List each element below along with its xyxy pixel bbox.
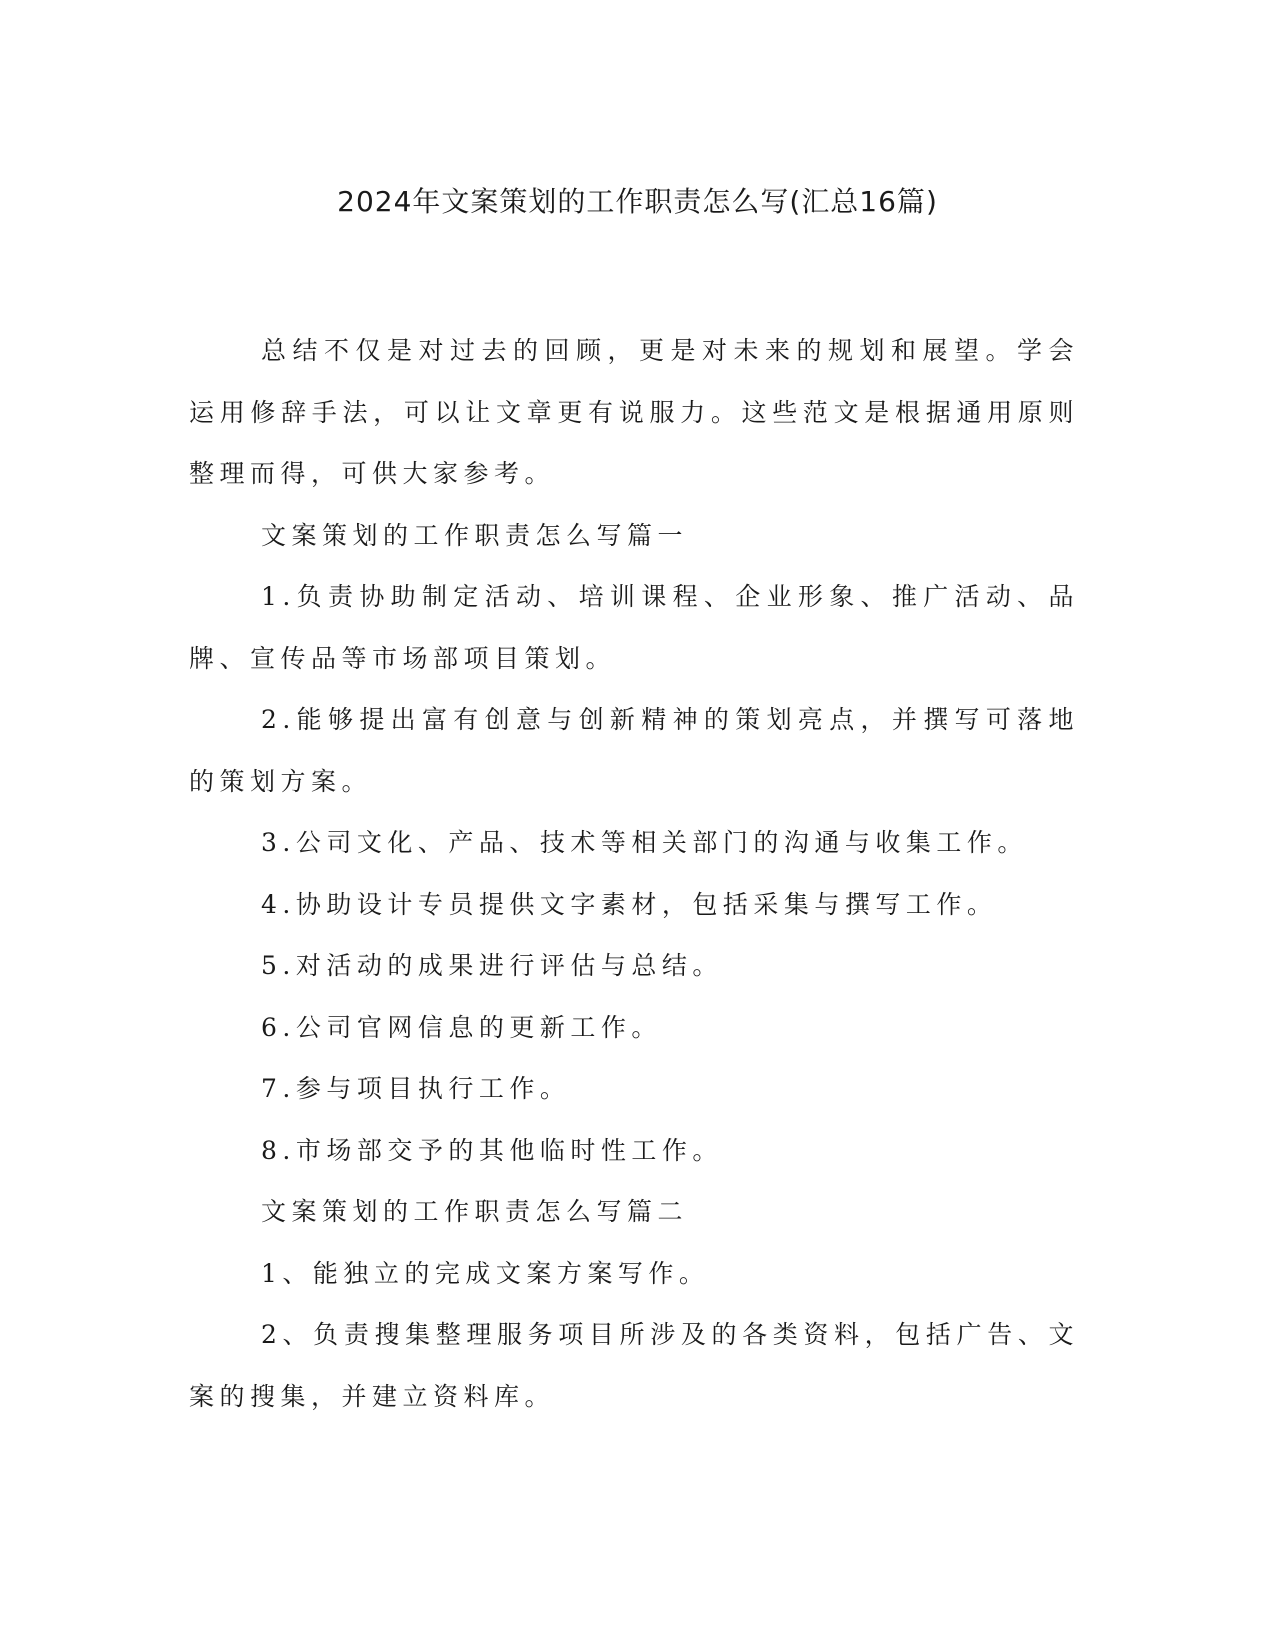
list-item: 5.对活动的成果进行评估与总结。	[261, 951, 723, 980]
list-item: 1、能独立的完成文案方案写作。	[261, 1258, 710, 1288]
list-item: 4.协助设计专员提供文字素材，包括采集与撰写工作。	[261, 889, 998, 919]
document-body	[189, 320, 1079, 1427]
intro-paragraph: 总结不仅是对过去的回顾，更是对未来的规划和展望。学会运用修辞手法，可以让文章更有说服力。这些范文是根据通用原则整理而得，可供大家参考。	[189, 336, 1079, 488]
section-heading-1: 文案策划的工作职责怎么写篇一	[261, 520, 689, 550]
section-heading-2: 文案策划的工作职责怎么写篇二	[261, 1197, 689, 1226]
document-title: 2024年文案策划的工作职责怎么写(汇总16篇)	[337, 185, 938, 218]
list-item: 1.负责协助制定活动、培训课程、企业形象、推广活动、品牌、宣传品等市场部项目策划。	[189, 582, 1079, 673]
list-item: 6.公司官网信息的更新工作。	[261, 1012, 662, 1042]
list-item: 3.公司文化、产品、技术等相关部门的沟通与收集工作。	[261, 828, 1028, 857]
list-item: 7.参与项目执行工作。	[261, 1074, 571, 1103]
list-item: 2、负责搜集整理服务项目所涉及的各类资料，包括广告、文案的搜集，并建立资料库。	[189, 1320, 1079, 1411]
list-item: 8.市场部交予的其他临时性工作。	[261, 1135, 723, 1165]
list-item: 2.能够提出富有创意与创新精神的策划亮点，并撰写可落地的策划方案。	[189, 705, 1079, 796]
